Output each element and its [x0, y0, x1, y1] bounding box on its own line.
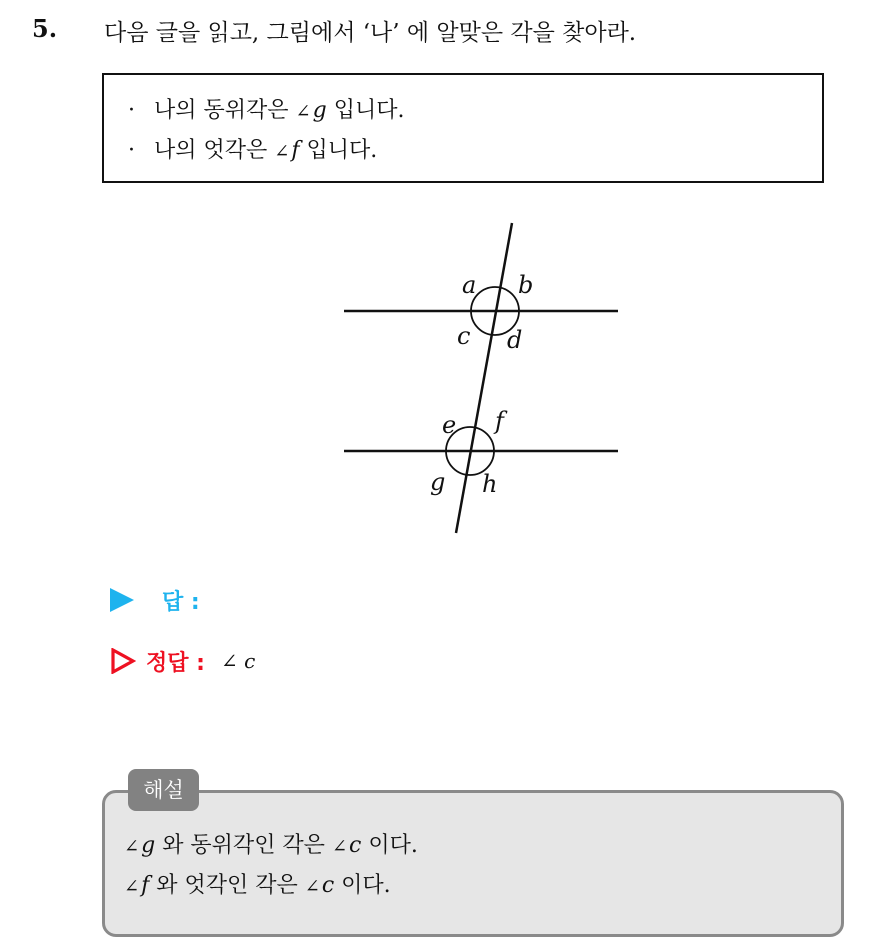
correct-answer-label: 정답 :: [146, 650, 205, 676]
correct-answer-value: ∠ c: [220, 649, 256, 673]
angle-ref: [124, 833, 155, 858]
angle-symbol: ∠: [304, 876, 320, 897]
bullet: ·: [128, 98, 135, 123]
angle-symbol: ∠: [274, 141, 290, 162]
question-text: 다음 글을 읽고, 그림에서 ‘나’ 에 알맞은 각을 찾아라.: [104, 20, 637, 46]
explanation-text: 와 엇각인 각은: [156, 873, 298, 898]
hint-text: 입니다.: [306, 138, 378, 163]
angle-ref: [332, 833, 361, 858]
angle-symbol: ∠: [331, 836, 348, 857]
hint-line-1: [128, 91, 822, 131]
angle-symbol: ∠: [124, 876, 140, 897]
question-number: 5.: [32, 14, 58, 43]
hint-box: [102, 73, 824, 183]
explanation-content: [124, 826, 418, 906]
outline-triangle-icon: [110, 648, 136, 674]
explanation-text: 이다.: [341, 873, 391, 898]
angle-letter: g: [141, 833, 156, 858]
hint-text: 입니다.: [333, 98, 405, 123]
angle-label-h: h: [482, 470, 498, 498]
explanation-line-2: [124, 866, 418, 906]
angle-letter: f: [141, 873, 150, 898]
answer-label: 답 :: [162, 589, 200, 615]
angle-label-b: b: [518, 271, 534, 299]
angle-ref: [274, 138, 299, 163]
angle-ref: [124, 873, 149, 898]
angle-letter: f: [291, 138, 300, 163]
angle-ref: [296, 98, 327, 123]
angle-label-g: g: [430, 468, 446, 496]
angle-label-a: a: [462, 271, 477, 299]
answer-row: [110, 584, 200, 616]
angle-label-d: d: [507, 326, 523, 354]
angle-label-e: e: [442, 411, 457, 439]
correct-answer-row: [110, 645, 255, 677]
hint-text: 나의 동위각은: [154, 98, 289, 123]
bullet: ·: [128, 138, 135, 163]
parallel-lines-figure: [340, 215, 630, 540]
angle-letter: g: [312, 98, 327, 123]
angle-symbol: ∠: [124, 836, 140, 857]
play-triangle-icon: [110, 588, 134, 612]
angle-letter: c: [349, 833, 362, 858]
angle-label-c: c: [457, 322, 471, 350]
angle-ref: [305, 873, 334, 898]
explanation-text: 와 동위각인 각은: [162, 833, 325, 858]
angle-symbol: ∠: [295, 101, 311, 122]
hint-text: 나의 엇각은: [154, 138, 268, 163]
explanation-line-1: [124, 826, 418, 866]
explanation-text: 이다.: [368, 833, 418, 858]
explanation-tab: 해설: [128, 769, 199, 811]
angle-label-f: f: [495, 407, 504, 435]
hint-line-2: [128, 131, 822, 171]
angle-letter: c: [321, 873, 335, 898]
